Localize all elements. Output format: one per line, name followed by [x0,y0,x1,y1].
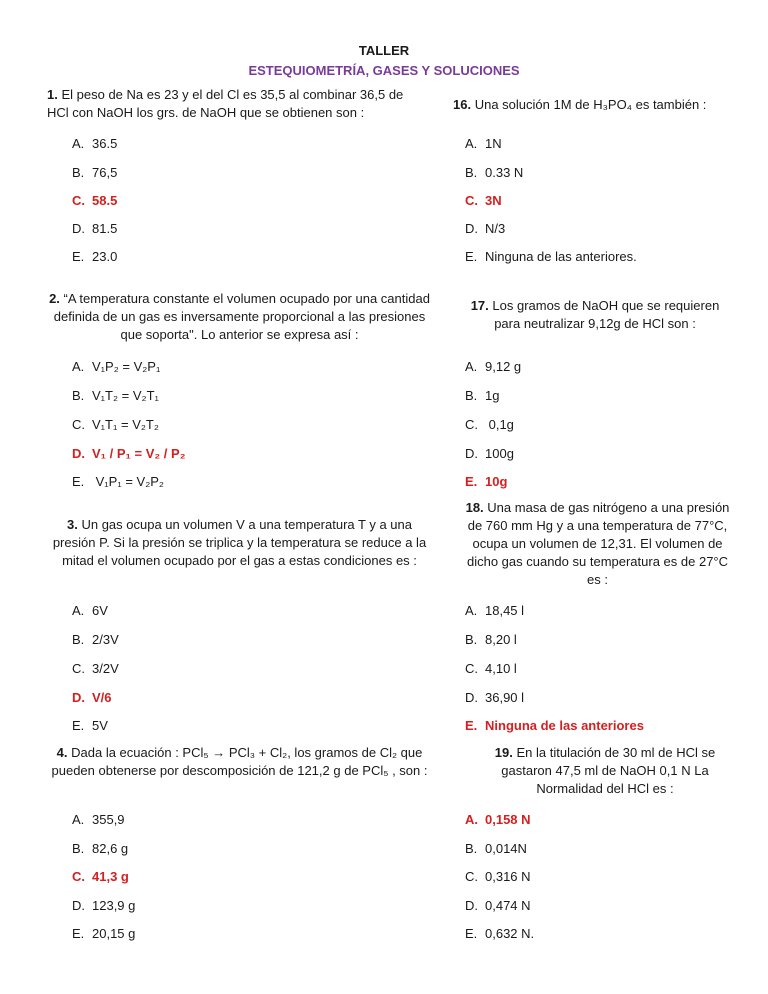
question-number: 3. [67,517,78,532]
option-text: 58.5 [92,193,118,208]
option-text: 0,632 N. [485,926,535,941]
option-letter: A. [72,359,85,374]
option-text: 41,3 g [92,869,129,884]
option-letter: D. [72,221,85,236]
option-text: 82,6 g [92,841,129,856]
answer-option [72,446,185,462]
answer-option [72,632,119,648]
option-letter: E. [72,718,85,733]
option-text: V₁P₂ = V₂P₁ [92,359,161,374]
option-letter: B. [72,841,85,856]
option-text: 5V [92,718,108,733]
option-letter: C. [465,417,478,432]
question-number: 4. [56,745,68,760]
answer-option [72,165,117,181]
answer-option [465,249,637,265]
question-text: Dada la ecuación : PCl₅ → PCl₃ + Cl₂, los gramos de Cl₂ que pueden obtenerse por descomposición de 121,2 g de PCl₅ , son : [51,745,428,778]
option-text: 0,474 N [485,898,531,913]
answer-option [465,632,517,648]
option-letter: D. [465,446,478,461]
answer-option [72,661,119,677]
answer-option [72,359,160,375]
option-text: 2/3V [92,632,119,647]
option-letter: C. [72,417,85,432]
answer-option [72,221,117,237]
option-text: 8,20 l [485,632,517,647]
answer-option [72,193,117,209]
answer-option [72,417,159,433]
option-text: 123,9 g [92,898,136,913]
option-text: 36,90 l [485,690,525,705]
option-letter: A. [72,136,85,151]
option-letter: E. [72,474,85,489]
answer-option [465,841,527,857]
answer-option [465,417,514,433]
option-letter: A. [465,812,478,827]
question-text: El peso de Na es 23 y el del Cl es 35,5 al combinar 36,5 de HCl con NaOH los grs. de NaOH que se obtienen son : [47,87,404,120]
question-1 [47,86,417,122]
answer-option [465,898,531,914]
answer-option [465,388,499,404]
answer-option [72,474,164,490]
option-letter: E. [465,926,478,941]
question-text: Los gramos de NaOH que se requieren para neutralizar 9,12g de HCl son : [492,298,720,331]
answer-option [72,926,135,942]
option-letter: E. [72,926,85,941]
option-letter: D. [72,446,85,461]
option-letter: C. [465,869,478,884]
answer-option [465,165,523,181]
option-letter: D. [465,690,478,705]
option-text: 0,014N [485,841,527,856]
option-text: 3N [485,193,502,208]
answer-option [465,193,502,209]
option-letter: E. [465,249,478,264]
option-letter: B. [72,388,85,403]
option-text: 0.33 N [485,165,524,180]
option-text: V₁T₁ = V₂T₂ [92,417,159,432]
option-text: 81.5 [92,221,118,236]
option-text: V/6 [92,690,112,705]
option-letter: A. [72,603,85,618]
option-text: 1g [485,388,500,403]
question-text: “A temperatura constante el volumen ocupado por una cantidad definida de un gas es inversamente proporcional a las presiones que soporta". Lo anterior se expresa así : [53,291,430,342]
question-2 [47,290,432,344]
option-text: 9,12 g [485,359,522,374]
answer-option [72,718,108,734]
option-text: 1N [485,136,502,151]
question-number: 16. [453,97,472,112]
option-letter: C. [465,193,478,208]
question-3 [47,516,432,570]
option-letter: C. [72,661,85,676]
question-number: 17. [470,298,489,313]
answer-option [465,926,534,942]
option-letter: B. [465,165,478,180]
question-number: 18. [465,500,484,515]
answer-option [465,446,514,462]
option-text: Ninguna de las anteriores. [485,249,637,264]
option-letter: C. [465,661,478,676]
option-letter: B. [72,632,85,647]
option-letter: D. [72,898,85,913]
option-text: 76,5 [92,165,118,180]
option-letter: E. [465,718,478,733]
option-letter: D. [465,221,478,236]
answer-option [465,359,521,375]
answer-option [72,249,117,265]
option-letter: C. [72,193,85,208]
option-text: 23.0 [92,249,118,264]
option-text: 0,316 N [485,869,531,884]
option-text: N/3 [485,221,506,236]
question-text: Un gas ocupa un volumen V a una temperatura T y a una presión P. Si la presión se triplica y la temperatura se reduce a la mitad el volumen ocupado por el gas a estas condiciones es : [52,517,427,568]
option-letter: D. [465,898,478,913]
option-text: 0,1g [485,417,514,432]
option-letter: A. [465,136,478,151]
question-number: 1. [47,87,58,102]
option-letter: A. [465,359,478,374]
option-letter: E. [465,474,478,489]
answer-option [72,136,117,152]
answer-option [72,690,112,706]
option-letter: A. [72,812,85,827]
option-letter: B. [465,841,478,856]
question-text: En la titulación de 30 ml de HCl se gastaron 47,5 ml de NaOH 0,1 N La Normalidad del HCl es : [501,745,716,796]
answer-option [465,869,531,885]
option-text: 10g [485,474,508,489]
option-text: 4,10 l [485,661,517,676]
option-text: V₁T₂ = V₂T₁ [92,388,159,403]
option-text: 100g [485,446,514,461]
answer-option [465,661,517,677]
option-letter: D. [72,690,85,705]
answer-option [465,136,502,152]
question-16 [453,96,743,114]
option-letter: A. [465,603,478,618]
answer-option [72,869,129,885]
question-number: 19. [494,745,513,760]
question-text: Una solución 1M de H₃PO₄ es también : [474,97,707,112]
question-number: 2. [49,291,60,306]
worksheet-subtitle: ESTEQUIOMETRÍA, GASES Y SOLUCIONES [248,63,520,78]
option-text: 355,9 [92,812,125,827]
option-text: 6V [92,603,108,618]
option-text: 0,158 N [485,812,531,827]
worksheet-title: TALLER [358,43,410,58]
option-letter: B. [465,388,478,403]
option-letter: E. [72,249,85,264]
option-text: V₁ / P₁ = V₂ / P₂ [92,446,186,461]
answer-option [72,603,108,619]
question-17 [460,297,730,333]
option-letter: B. [465,632,478,647]
question-18 [460,499,735,589]
answer-option [465,603,524,619]
option-text: V₁P₁ = V₂P₂ [92,474,164,489]
question-19 [480,744,730,798]
option-text: 18,45 l [485,603,525,618]
answer-option [465,690,524,706]
answer-option [72,898,135,914]
answer-option [465,718,644,734]
option-text: 20,15 g [92,926,136,941]
answer-option [72,388,159,404]
option-text: 36.5 [92,136,118,151]
answer-option [465,474,507,490]
answer-option [72,812,125,828]
answer-option [72,841,128,857]
answer-option [465,812,531,828]
question-text: Una masa de gas nitrógeno a una presión de 760 mm Hg y a una temperatura de 77°C, ocupa un volumen de 12,31. El volumen de dicho gas cuando su temperatura es de 27°C es : [466,500,730,587]
option-text: Ninguna de las anteriores [485,718,644,733]
question-4 [47,744,432,780]
option-letter: B. [72,165,85,180]
option-text: 3/2V [92,661,119,676]
answer-option [465,221,505,237]
option-letter: C. [72,869,85,884]
